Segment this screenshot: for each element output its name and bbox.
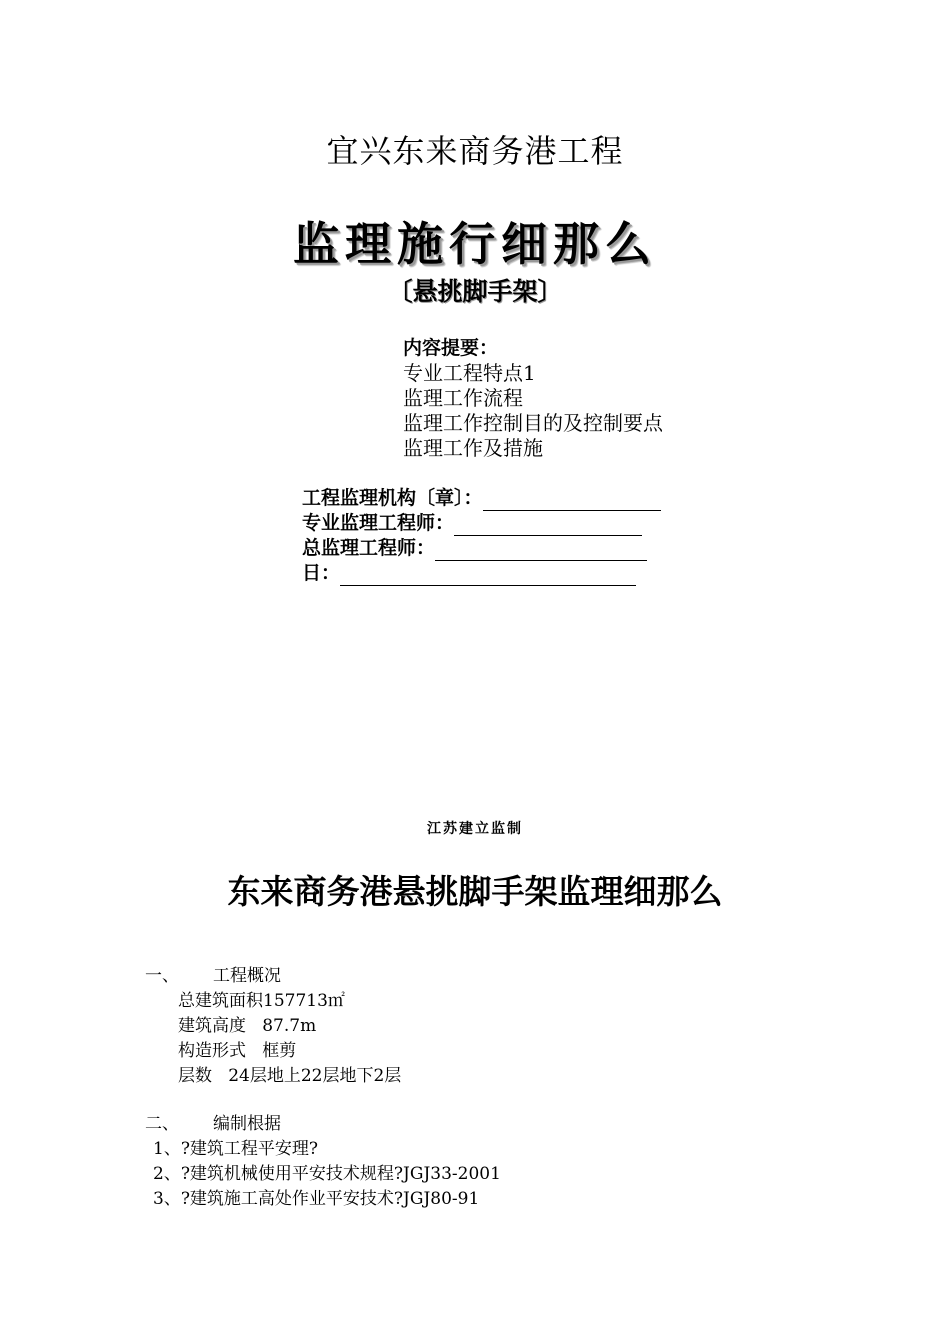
signature-row-chief: [302, 536, 661, 561]
list-item: 层数 24层地上22层地下2层: [178, 1066, 402, 1086]
list-item: 总建筑面积157713㎡: [178, 991, 345, 1011]
signature-line: [340, 565, 636, 586]
toc-item: 监理工作流程: [403, 386, 523, 410]
table-of-contents: [403, 336, 663, 461]
section-number: 一、: [145, 966, 179, 986]
signature-block: [302, 486, 661, 586]
list-item: 建筑高度 87.7m: [178, 1016, 317, 1036]
section-number: 二、: [145, 1114, 179, 1134]
section-body: [145, 989, 401, 1089]
project-name: 宜兴东来商务港工程: [326, 132, 624, 170]
signature-label: 日：: [302, 562, 341, 584]
signature-line: [435, 540, 647, 561]
list-item: 构造形式 框剪: [178, 1041, 297, 1061]
document-title: 东来商务港悬挑脚手架监理细那么: [227, 872, 723, 911]
main-title: 监理施行细那么: [293, 217, 657, 271]
section-title: 工程概况: [213, 966, 281, 986]
section-body: [145, 1137, 501, 1212]
company-name: 江苏建立监制: [427, 821, 523, 837]
signature-row-date: [302, 561, 661, 586]
section-heading: [145, 964, 401, 989]
section-title: 编制根据: [213, 1114, 281, 1134]
toc-item: 专业工程特点1: [403, 361, 536, 385]
toc-item: 监理工作及措施: [403, 436, 543, 460]
signature-line: [483, 490, 661, 511]
list-item: 3、?建筑施工高处作业平安技术?JGJ80-91: [153, 1189, 480, 1209]
signature-line: [454, 515, 642, 536]
list-item: 2、?建筑机械使用平安技术规程?JGJ33-2001: [153, 1164, 501, 1184]
section-overview: [145, 964, 401, 1089]
list-item: 1、?建筑工程平安理?: [153, 1139, 319, 1159]
signature-label: 总监理工程师：: [302, 537, 436, 559]
section-heading: [145, 1112, 501, 1137]
subtitle: 〔悬挑脚手架〕: [387, 277, 563, 306]
signature-row-specialist: [302, 511, 661, 536]
section-basis: [145, 1112, 501, 1212]
toc-item: 监理工作控制目的及控制要点: [403, 411, 663, 435]
signature-label: 工程监理机构〔章〕：: [302, 487, 483, 509]
toc-heading: 内容提要：: [403, 337, 499, 359]
signature-label: 专业监理工程师：: [302, 512, 455, 534]
signature-row-agency: [302, 486, 661, 511]
